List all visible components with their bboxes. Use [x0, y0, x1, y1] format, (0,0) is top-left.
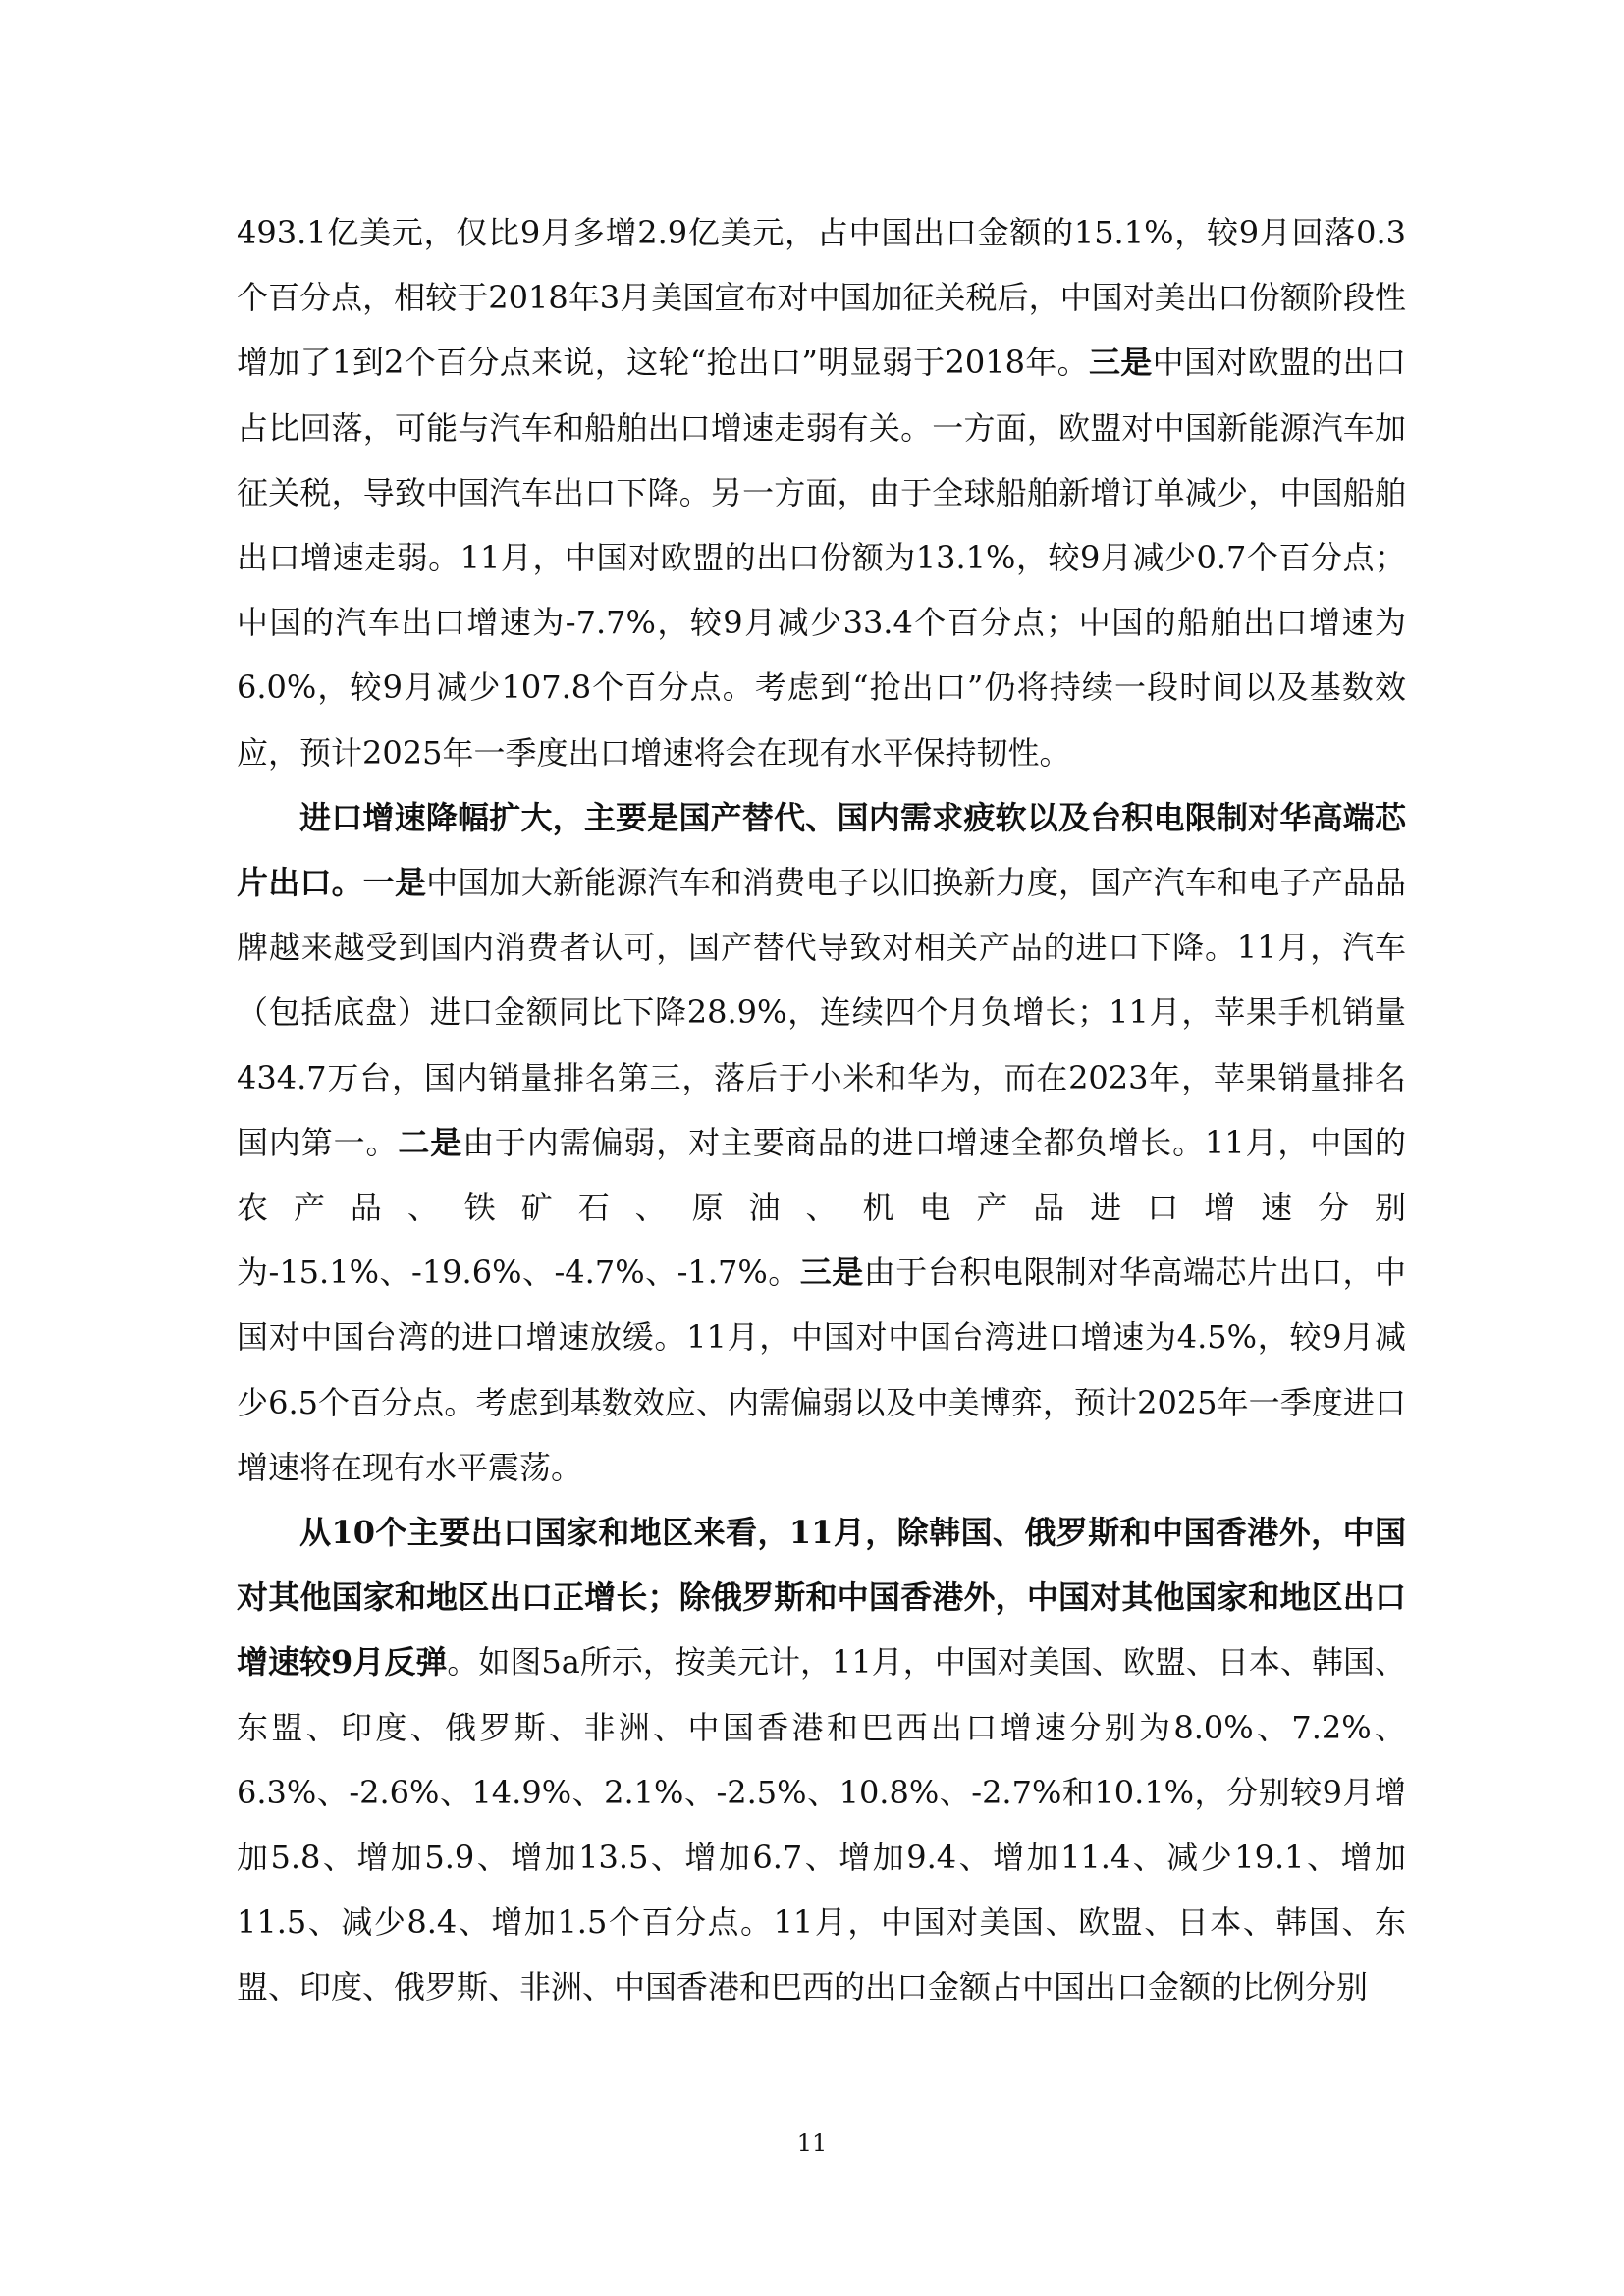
bold-run: 从10个主要出口国家和地区来看，11月，除韩国、俄罗斯和中国香港外，中国对其他国家和地区出口正增长；除俄罗斯和中国香港外，中国对其他国家和地区出口增速较9月反弹: [237, 1514, 1406, 1682]
paragraph-import-decline: [237, 785, 1406, 1500]
text-run: 由于台积电限制对华高端芯片出口，中国对中国台湾的进口增速放缓。11月，中国对中国台湾进口增速为4.5%，较9月减少6.5个百分点。考虑到基数效应、内需偏弱以及中美博弈，预计2025年一季度进口增速将在现有水平震荡。: [237, 1254, 1406, 1486]
paragraph-export-partners: [237, 1500, 1406, 2020]
text-run: 由于内需偏弱，对主要商品的进口增速全都负增长。11月，中国的农产品、铁矿石、原油、机电产品进口增速分别为-15.1%、-19.6%、-4.7%、-1.7%。: [237, 1123, 1406, 1292]
page-number: 11: [796, 2129, 828, 2157]
text-run: 中国对欧盟的出口占比回落，可能与汽车和船舶出口增速走弱有关。一方面，欧盟对中国新能源汽车加征关税，导致中国汽车出口下降。另一方面，由于全球船舶新增订单减少，中国船舶出口增速走弱。11月，中国对欧盟的出口份额为13.1%，较9月减少0.7个百分点；中国的汽车出口增速为-7.7%，较9月减少33.4个百分点；中国的船舶出口增速为6.0%，较9月减少107.8个百分点。考虑到“抢出口”仍将持续一段时间以及基数效应，预计2025年一季度出口增速将会在现有水平保持韧性。: [237, 344, 1406, 772]
bold-run: 进口增速降幅扩大，主要是国产替代、国内需求疲软以及台积电限制对华高端芯片出口。一是: [237, 798, 1406, 902]
paragraph-export-share: [237, 200, 1406, 785]
text-run: 。如图5a所示，按美元计，11月，中国对美国、欧盟、日本、韩国、东盟、印度、俄罗斯、非洲、中国香港和巴西出口增速分别为8.0%、7.2%、6.3%、-2.6%、14.9%、2.1%、-2.5%、10.8%、-2.7%和10.1%，分别较9月增加5.8、增加5.9、增加13.5、增加6.7、增加9.4、增加11.4、减少19.1、增加11.5、减少8.4、增加1.5个百分点。11月，中国对美国、欧盟、日本、韩国、东盟、印度、俄罗斯、非洲、中国香港和巴西的出口金额占中国出口金额的比例分别: [237, 1643, 1406, 2006]
bold-run: 三是: [1088, 344, 1153, 382]
text-run: 中国加大新能源汽车和消费电子以旧换新力度，国产汽车和电子产品品牌越来越受到国内消费者认可，国产替代导致对相关产品的进口下降。11月，汽车（包括底盘）进口金额同比下降28.9%，连续四个月负增长；11月，苹果手机销量434.7万台，国内销量排名第三，落后于小米和华为，而在2023年，苹果销量排名国内第一。: [237, 864, 1406, 1161]
bold-run: 三是: [799, 1254, 864, 1292]
text-run: 493.1亿美元，仅比9月多增2.9亿美元，占中国出口金额的15.1%，较9月回落0.3个百分点，相较于2018年3月美国宣布对中国加征关税后，中国对美出口份额阶段性增加了1到2个百分点来说，这轮“抢出口”明显弱于2018年。: [237, 214, 1406, 382]
bold-run: 二是: [398, 1123, 463, 1161]
body-text: [237, 200, 1406, 2020]
